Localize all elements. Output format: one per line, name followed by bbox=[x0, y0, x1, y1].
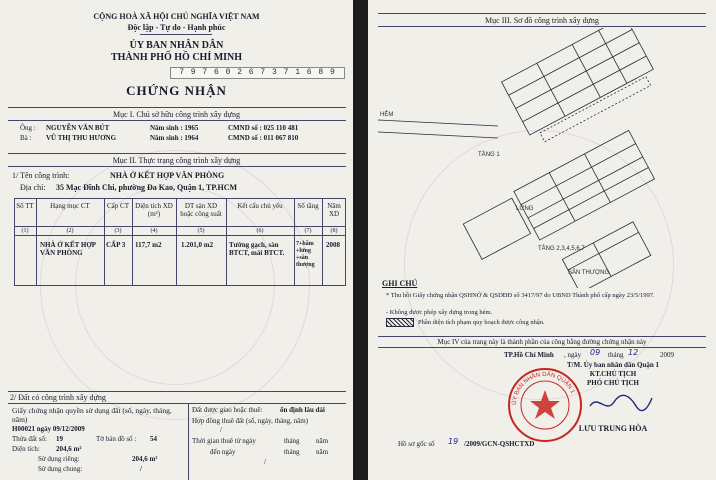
table-number-rule bbox=[14, 235, 346, 236]
table-col-divider bbox=[322, 198, 323, 286]
land-area-label: Diện tích: bbox=[12, 445, 40, 453]
map-sheet-label: Tờ bản đồ số : bbox=[96, 435, 137, 443]
lease-slash: / bbox=[264, 458, 266, 466]
national-header: CỘNG HOÀ XÃ HỘI CHỦ NGHĨA VIỆT NAM bbox=[93, 12, 260, 21]
row-floors: 7+hầm +lửng +sân thượng bbox=[296, 241, 315, 268]
table-col-number: (7) bbox=[304, 228, 312, 234]
section4-top-rule bbox=[378, 336, 706, 337]
handwritten-signature bbox=[586, 388, 656, 416]
floor1-plan bbox=[502, 28, 660, 146]
table-header-cell: DT sàn XD hoặc công suất bbox=[180, 202, 222, 218]
book-number: 19 bbox=[448, 437, 459, 446]
note-revoked-certificate: * Thu hồi Giấy chứng nhận QSHNỞ & QSDĐĐ số 3417/97 do UBND Thành phố cấp ngày 23/5/1997. bbox=[386, 292, 655, 299]
mezzanine-label: LỬNG bbox=[516, 206, 534, 212]
table-header-cell: Số tầng bbox=[297, 202, 319, 210]
roof-plan bbox=[562, 222, 650, 288]
table-col-divider bbox=[226, 198, 227, 286]
lease-to-month: tháng bbox=[284, 448, 300, 456]
table-header-cell: Hạng mục CT bbox=[50, 202, 90, 210]
row-floor-area: 1.201,0 m2 bbox=[181, 241, 214, 249]
address-label: Địa chỉ: bbox=[20, 183, 46, 192]
table-col-divider bbox=[132, 198, 133, 286]
table-col-number: (6) bbox=[256, 228, 264, 234]
book-label: Hồ sơ gốc số bbox=[398, 440, 435, 448]
section4-bottom-rule bbox=[378, 347, 706, 348]
alley-line bbox=[378, 120, 498, 126]
certificate-left-page bbox=[0, 0, 353, 480]
table-col-divider bbox=[36, 198, 37, 286]
shared-use-label: Sử dụng chung: bbox=[38, 465, 83, 473]
floor1-label: TẦNG 1 bbox=[478, 152, 500, 158]
section3-bottom-rule bbox=[378, 26, 706, 27]
table-col-divider bbox=[104, 198, 105, 286]
building-name-label: 1/ Tên công trình: bbox=[12, 171, 70, 180]
section2-bottom-rule bbox=[8, 166, 346, 167]
table-col-number: (4) bbox=[150, 228, 158, 234]
lease-to-year: năm bbox=[316, 448, 329, 456]
section4-title: Mục IV của trang này là thành phần của công bằng đường chứng nhận này bbox=[437, 338, 647, 346]
table-header-cell: Năm XD bbox=[327, 202, 341, 218]
committee-line-2: THÀNH PHỐ HỒ CHÍ MINH bbox=[110, 52, 243, 63]
land-section-divider bbox=[188, 403, 189, 480]
row-structure: Tường gạch, sàn BTCT, mái BTCT. bbox=[229, 241, 285, 257]
row-grade: CẤP 3 bbox=[106, 241, 126, 249]
table-col-number: (1) bbox=[21, 228, 29, 234]
table-col-divider bbox=[294, 198, 295, 286]
section1-bottom-rule bbox=[8, 120, 346, 121]
table-col-number: (8) bbox=[330, 228, 338, 234]
table-header-cell: Kết cấu chủ yếu bbox=[237, 202, 283, 210]
document-title: CHỨNG NHẬN bbox=[126, 83, 227, 98]
notes-title: GHI CHÚ bbox=[382, 279, 418, 288]
parcel-label: Thửa đất số: bbox=[12, 435, 47, 443]
section3-top-rule bbox=[378, 13, 706, 14]
land-cert-label: Giấy chứng nhận quyền sử dụng đất (số, ngày, tháng, năm) bbox=[12, 406, 172, 424]
lease-from-month: tháng bbox=[284, 437, 300, 445]
land-area-value: 204,6 m² bbox=[56, 445, 82, 453]
table-col-divider bbox=[176, 198, 177, 286]
upper-floors-label: TẦNG 2,3,4,5,6,7 bbox=[538, 246, 585, 252]
floor-plan-diagram bbox=[378, 28, 708, 288]
signatory-authority: T/M. Ủy ban nhân dân Quận 1 bbox=[566, 361, 659, 369]
motto-underline bbox=[140, 34, 212, 35]
book-code: /2009/GCN-QSHCTXD bbox=[464, 440, 535, 448]
lease-form-value: ổn định lâu dài bbox=[280, 406, 325, 414]
stamp-text: ỦY BAN NHÂN DÂN QUẬN 1 bbox=[511, 371, 576, 406]
private-use-value: 204,6 m² bbox=[132, 455, 158, 463]
issue-year: 2009 bbox=[660, 351, 674, 359]
national-motto: Độc lập - Tự do - Hạnh phúc bbox=[127, 23, 226, 32]
table-col-number: (3) bbox=[114, 228, 122, 234]
roof-label: SÂN THƯỢNG bbox=[568, 270, 610, 276]
certificate-right-page bbox=[368, 0, 716, 480]
owner2-birth-year: Năm sinh : 1964 bbox=[150, 134, 199, 142]
owner1-name: NGUYỄN VĂN BÚT bbox=[46, 124, 110, 132]
table-header-cell: Cấp CT bbox=[107, 202, 129, 210]
owner2-prefix: Bà : bbox=[20, 134, 32, 142]
owner1-id: CMND số : 025 110 481 bbox=[228, 124, 299, 132]
note-no-alley-build: - Không được phép xây dựng trong hẻm. bbox=[386, 309, 493, 316]
building-name: NHÀ Ở KẾT HỢP VĂN PHÒNG bbox=[110, 171, 225, 180]
section3-title: Mục III. Sơ đồ công trình xây dựng bbox=[485, 16, 599, 25]
private-use-label: Sử dụng riêng: bbox=[38, 455, 80, 463]
land-cert-value: H00021 ngày 09/12/2009 bbox=[12, 425, 85, 433]
lease-contract-label: Hợp đồng thuê đất (số, ngày, tháng, năm) bbox=[192, 417, 309, 425]
alley-line bbox=[378, 132, 498, 138]
owner2-id: CMND số : 011 067 810 bbox=[228, 134, 299, 142]
section2-top-rule bbox=[8, 153, 346, 154]
legend-text: Phần diện tích phạm quy hoạch được công nhận. bbox=[418, 319, 545, 326]
table-header-cell: Số TT bbox=[16, 202, 34, 210]
lease-from-year: năm bbox=[316, 437, 329, 445]
issue-day: 09 bbox=[590, 348, 601, 357]
issue-day-label: , ngày bbox=[564, 351, 582, 359]
section2b-bottom-rule bbox=[8, 403, 346, 404]
lease-from-label: Thời gian thuê từ ngày bbox=[192, 437, 256, 445]
issue-month: 12 bbox=[628, 348, 639, 357]
land-section-title: 2/ Đất có công trình xây dựng bbox=[10, 393, 106, 402]
section2-title: Mục II. Thực trạng công trình xây dựng bbox=[112, 156, 241, 165]
table-col-number: (5) bbox=[197, 228, 205, 234]
section2b-top-rule bbox=[8, 391, 346, 392]
serial-number: 7 9 7 6 0 2 6 7 3 7 1 6 8 9 bbox=[170, 67, 345, 79]
lease-to-label: đến ngày bbox=[210, 448, 236, 456]
signatory-title-2: PHÓ CHỦ TỊCH bbox=[587, 379, 639, 387]
table-header-cell: Diện tích XD (m²) bbox=[135, 202, 173, 218]
parcel-number: 19 bbox=[56, 435, 63, 443]
section1-title: Mục I. Chủ sở hữu công trình xây dựng bbox=[113, 110, 240, 119]
row-year: 2008 bbox=[326, 241, 340, 249]
table-col-number: (2) bbox=[66, 228, 74, 234]
signatory-title-1: KT.CHỦ TỊCH bbox=[589, 370, 637, 378]
owner2-name: VŨ THỊ THU HƯƠNG bbox=[46, 134, 117, 142]
owner1-birth-year: Năm sinh : 1965 bbox=[150, 124, 199, 132]
issue-month-label: tháng bbox=[608, 351, 624, 359]
issue-city: TP.Hồ Chí Minh bbox=[504, 351, 554, 359]
lease-form-label: Đất được giao hoặc thuê: bbox=[192, 406, 263, 414]
row-area: 117,7 m2 bbox=[135, 241, 162, 249]
section1-top-rule bbox=[8, 107, 346, 108]
row-building-name: NHÀ Ở KẾT HỢP VĂN PHÒNG bbox=[40, 241, 96, 257]
legend-hatch-swatch bbox=[386, 318, 414, 327]
signer-name: LƯU TRUNG HÒA bbox=[578, 424, 648, 433]
alley-label: HẺM bbox=[380, 112, 394, 118]
map-sheet-number: 54 bbox=[150, 435, 157, 443]
lease-contract-value: / bbox=[220, 426, 222, 434]
owner1-prefix: Ông : bbox=[20, 124, 36, 132]
shared-use-value: / bbox=[140, 465, 142, 473]
committee-line-1: ỦY BAN NHÂN DÂN bbox=[129, 40, 224, 51]
address-value: 35 Mạc Đĩnh Chi, phường Đa Kao, Quận 1, TP.HCM bbox=[56, 183, 238, 192]
